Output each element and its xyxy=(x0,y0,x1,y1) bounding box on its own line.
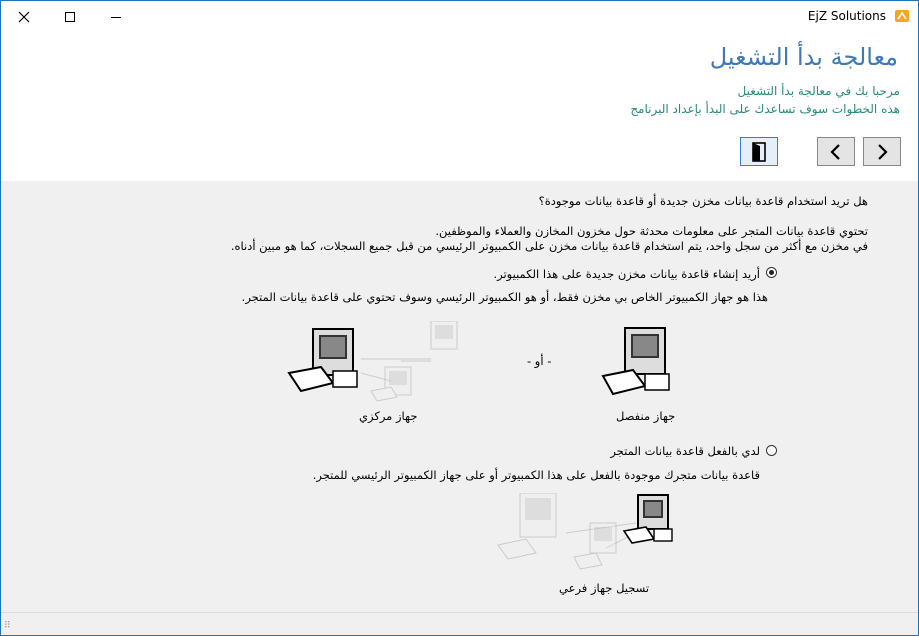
app-logo-icon xyxy=(894,8,910,24)
client-computer-icon xyxy=(498,493,616,569)
option-existing-db-description: قاعدة بيانات متجرك موجودة بالفعل على هذا الكمبيوتر أو على جهاز الكمبيوتر الرئيسي للمتجر. xyxy=(312,468,760,482)
standalone-computer-illustration xyxy=(599,326,679,406)
info-text-2: في مخزن مع أكثر من سجل واحد، يتم استخدام قاعدة بيانات مخزن على الكمبيوتر الرئيسي من قبل جميع السجلات، كما هو مبين أدناه. xyxy=(230,239,868,253)
option-existing-db-radio[interactable] xyxy=(766,445,777,456)
header-subtitle-steps: هذه الخطوات سوف تساعدك على البدأ بإعداد البرنامج xyxy=(630,102,900,116)
wizard-header xyxy=(1,32,918,181)
central-machine-caption: جهاز مركزي xyxy=(359,409,418,423)
or-separator: - أو - xyxy=(527,354,552,368)
minimize-button[interactable] xyxy=(93,1,139,32)
close-button[interactable] xyxy=(1,1,47,32)
status-bar xyxy=(1,612,918,635)
option-new-db-radio[interactable] xyxy=(766,267,777,278)
minimize-icon xyxy=(110,11,122,23)
maximize-button[interactable] xyxy=(47,1,93,32)
branch-register-illustration xyxy=(496,493,686,578)
question-text: هل تريد استخدام قاعدة بيانات مخزن جديدة أو قاعدة بيانات موجودة؟ xyxy=(538,194,868,208)
option-existing-db-label[interactable]: لدي بالفعل قاعدة بيانات المتجر xyxy=(610,444,760,458)
option-new-db-description: هذا هو جهاز الكمبيوتر الخاص بي مخزن فقط، أو هو الكمبيوتر الرئيسي وسوف تحتوي على قاعدة بيانات المتجر. xyxy=(241,290,768,304)
next-button[interactable] xyxy=(863,137,901,166)
central-computer-illustration xyxy=(281,321,481,411)
chevron-left-icon xyxy=(829,143,843,161)
window-title: EjZ Solutions xyxy=(807,9,886,23)
option-new-db-label[interactable]: أريد إنشاء قاعدة بيانات مخزن جديدة على هذا الكمبيوتر. xyxy=(493,267,760,281)
exit-door-icon xyxy=(750,142,768,162)
close-icon xyxy=(18,11,30,23)
page-title: معالجة بدأ التشغيل xyxy=(709,43,898,71)
info-text-1: تحتوي قاعدة بيانات المتجر على معلومات محدثة حول مخزون المخازن والعملاء والموظفين. xyxy=(435,224,868,238)
title-bar xyxy=(1,1,918,32)
standalone-machine-caption: جهاز منفصل xyxy=(616,409,676,423)
back-button[interactable] xyxy=(817,137,855,166)
exit-button[interactable] xyxy=(740,137,778,166)
wizard-content xyxy=(1,181,918,635)
header-subtitle-welcome: مرحبا بك في معالجة بدأ التشغيل xyxy=(737,84,900,98)
branch-register-caption: تسجيل جهاز فرعي xyxy=(559,581,650,595)
chevron-right-icon xyxy=(875,143,889,161)
main-computer-icon xyxy=(624,495,672,543)
resize-grip-icon[interactable]: ⠿ xyxy=(4,621,11,631)
maximize-icon xyxy=(64,11,76,23)
main-computer-icon xyxy=(289,329,357,391)
